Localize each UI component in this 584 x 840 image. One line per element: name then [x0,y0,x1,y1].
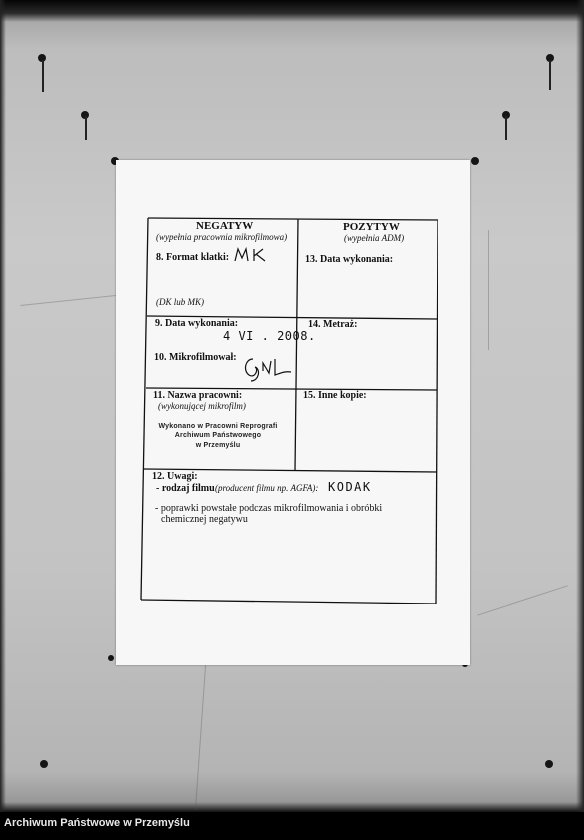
board-mark [549,60,551,90]
archive-stamp [156,422,280,450]
film-edge-left [0,0,6,812]
film-edge-right [576,0,584,812]
field-15-label: 15. Inne kopie: [303,390,367,401]
board-mark [505,116,507,140]
film-type-label: - rodzaj filmu [156,483,215,494]
board-mark [42,60,44,92]
pin-hole [471,157,479,165]
handwriting-mk [233,246,273,264]
field-12-label: 12. Uwagi: [152,471,198,482]
film-type-hint: (producent filmu np. AGFA): [215,483,319,493]
field-9-handwritten-value: 4 VI . 2008. [223,329,316,343]
signature-mark [241,355,293,383]
negatyw-heading: NEGATYW [196,220,254,232]
pin-hole [108,655,114,661]
field-13-label: 13. Data wykonania: [305,254,394,265]
negatyw-subtitle: (wypełnia pracownia mikrofilmowa) [156,232,288,242]
film-type-handwritten-value: KODAK [328,480,372,494]
scratch [20,295,116,306]
scratch [477,585,568,615]
field-8-hint: (DK lub MK) [156,297,204,307]
field-10-signature [241,355,293,388]
pozytyw-heading: POZYTYW [343,221,400,233]
field-9-label: 9. Data wykonania: [155,318,239,329]
field-10-label: 10. Mikrofilmował: [154,352,237,363]
field-11-label: 11. Nazwa pracowni: [153,390,243,401]
pozytyw-subtitle: (wypełnia ADM) [344,233,405,243]
pin-hole [40,760,48,768]
field-8-handwritten-value [233,246,273,269]
film-edge-top [0,0,584,22]
microfilm-metadata-form [140,216,438,604]
stamp-line-3: w Przemyślu [195,441,241,449]
archive-caption: Archiwum Państwowe w Przemyślu [4,817,190,829]
stamp-line-2: Archiwum Państwowego [174,432,262,440]
stamp-line-1: Wykonano w Pracowni Reprografi [158,423,278,430]
scratch [195,665,206,810]
corrections-line-2: chemicznej negatywu [161,514,248,525]
field-11-hint: (wykonującej mikrofilm) [158,401,246,411]
corrections-line-1: - poprawki powstałe podczas mikrofilmowania i obróbki [155,503,383,514]
scratch [488,230,489,350]
board-mark [85,116,87,140]
field-14-label: 14. Metraż: [308,319,358,330]
film-edge-bottom [0,802,584,812]
field-8-label: 8. Format klatki: [156,252,230,263]
pin-hole [545,760,553,768]
